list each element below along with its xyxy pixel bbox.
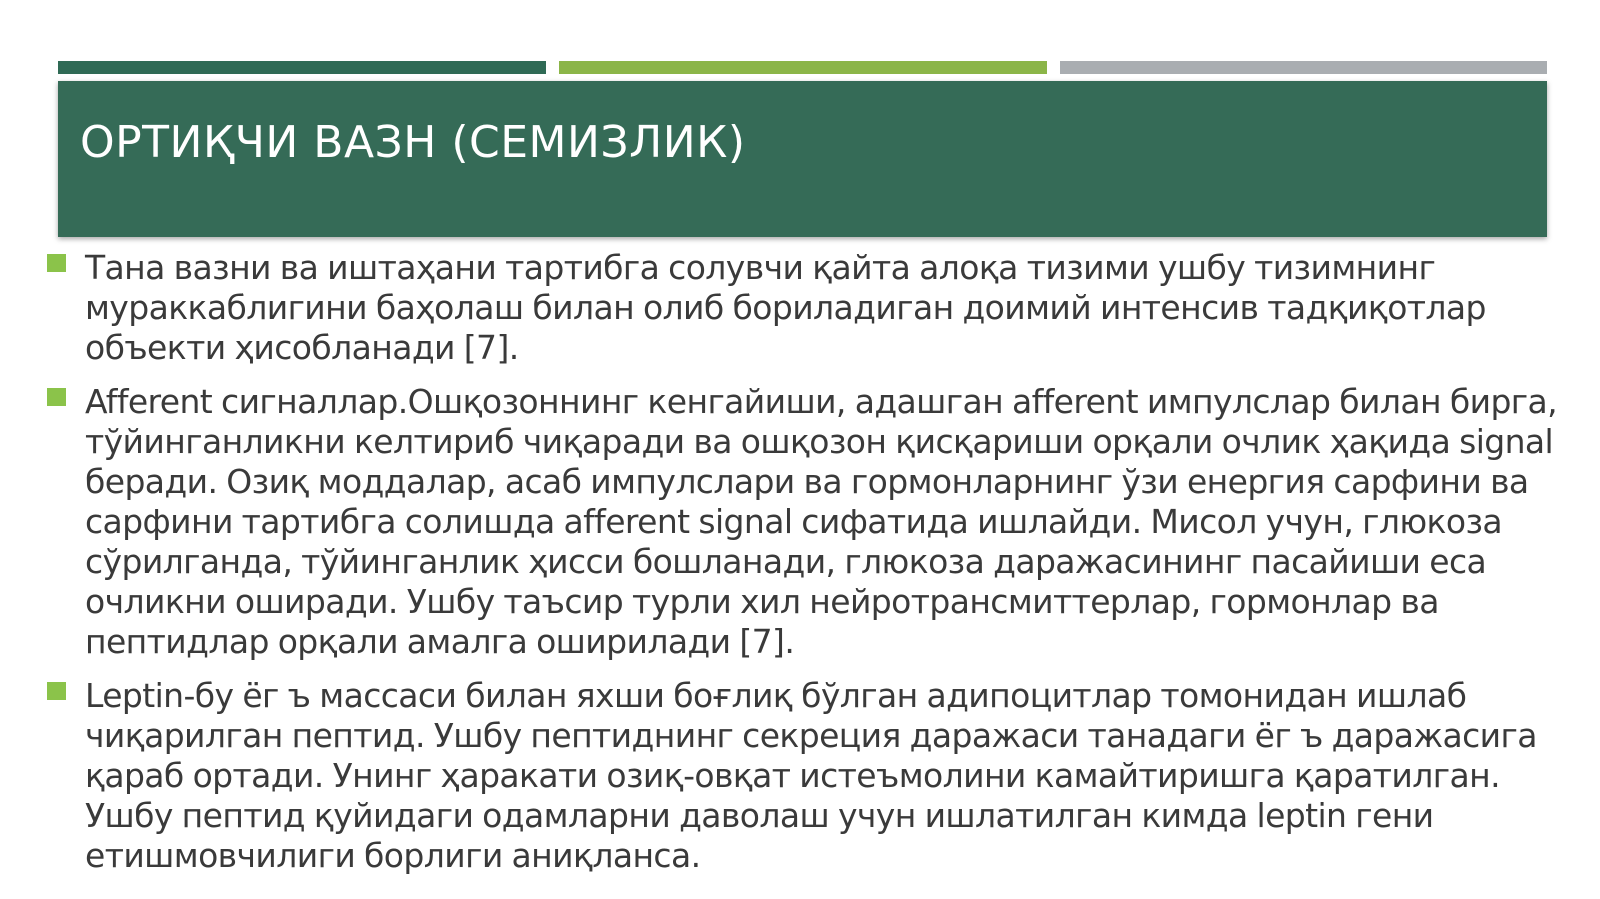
square-bullet-icon	[47, 254, 66, 272]
bullet-text: Тана вазни ва иштаҳани тартибга солувчи қайта алоқа тизими ушбу тизимнинг мураккаблигини баҳолаш билан олиб бориладиган доимий интенсив тадқиқотлар объекти ҳисобланади [7].	[85, 248, 1486, 367]
bullet-text: Afferent сигналлар.Ошқозоннинг кенгайиши, адашган afferent импулслар билан бирга, тўйинганликни келтириб чиқаради ва ошқозон қисқариши орқали очлик ҳақида signal беради. Озиқ моддалар, асаб импулслари ва гормонларнинг ўзи енергия сарфини ва сарфини тартибга солишда afferent signal сифатида ишлайди. Мисол учун, глюкоза сўрилганда, тўйинганлик ҳисси бошланади, глюкоза даражасининг пасайиши еса очликни оширади. Ушбу таъсир турли хил нейротрансмиттерлар, гормонлар ва пептидлар орқали амалга оширилади [7].	[85, 382, 1558, 661]
square-bullet-icon	[47, 682, 66, 700]
bullet-list	[47, 248, 1567, 890]
accent-bar-green	[559, 61, 1047, 74]
square-bullet-icon	[47, 388, 66, 406]
accent-bar-gray	[1060, 61, 1547, 74]
bullet-item-1	[47, 248, 1567, 368]
accent-bar-dark	[58, 61, 546, 74]
title-band	[58, 81, 1547, 237]
bullet-item-3	[47, 676, 1567, 876]
bullet-text: Leptin-бу ёг ъ массаси билан яхши боғлиқ бўлган адипоцитлар томонидан ишлаб чиқарилган пептид. Ушбу пептиднинг секреция даражаси танадаги ёг ъ даражасига қараб ортади. Унинг ҳаракати озиқ-овқат истеъмолини камайтиришга қаратилган. Ушбу пептид қуйидаги одамларни даволаш учун ишлатилган кимда leptin гени етишмовчилиги борлиги аниқланса.	[85, 676, 1537, 875]
bullet-item-2	[47, 382, 1567, 662]
slide-title: ОРТИҚЧИ ВАЗН (СЕМИЗЛИК)	[80, 117, 746, 168]
